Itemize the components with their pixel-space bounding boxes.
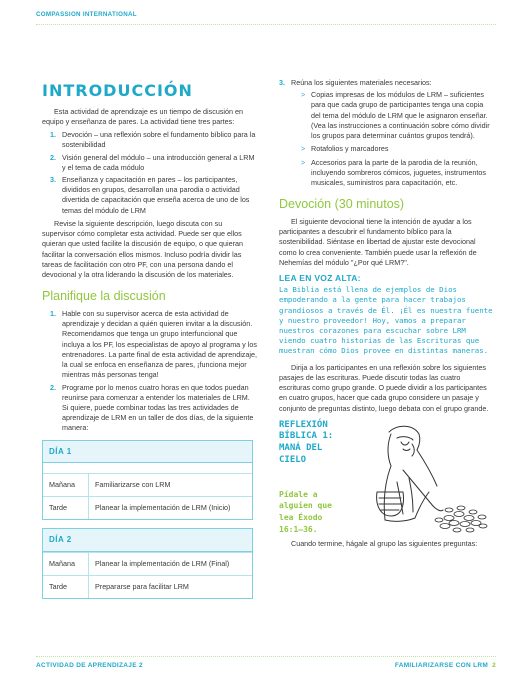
manna-gathering-illustration	[357, 422, 491, 538]
schedule-day-header: DÍA 1	[43, 441, 252, 463]
schedule-table-day-1	[42, 440, 253, 521]
schedule-day-header: DÍA 2	[43, 529, 252, 551]
schedule-time: Tarde	[43, 576, 89, 598]
intro-paragraph-2: Revise la siguiente descripción, luego discuta con su supervisor cómo completar esta actividad. Puede ser que ellos quieran que usted facilite la discusión de equipo, o que quieran facilitar la conversación ellos mismos. Incluso podría dividir las tareas de facilitación con otro PF, con una persona dando el devocional y la otra liderando la discusión de los materiales.	[42, 218, 243, 279]
bottom-dotted-divider	[36, 656, 496, 657]
intro-list-item: 2. Visión general del módulo – una introducción general a LRM y el tema de cada módulo	[50, 152, 255, 172]
footer-right	[395, 661, 496, 670]
materials-sublist	[301, 90, 493, 188]
chevron-right-icon: >	[301, 144, 306, 154]
footer-section: FAMILIARIZARSE CON LRM	[394, 662, 489, 669]
intro-list-item: 3. Enseñanza y capacitación en pares – los participantes, divididos en grupos, desarrollan una parodia o actividad divertida de capacitación que enseña acerca de uno de los temas del módulo de LRM	[50, 175, 250, 215]
page-number: 2	[492, 662, 496, 669]
reflection-block	[279, 420, 493, 538]
schedule-time: Mañana	[43, 553, 89, 575]
chevron-right-icon: >	[301, 90, 306, 100]
schedule-time: Tarde	[43, 497, 89, 519]
devotion-paragraph-1: El siguiente devocional tiene la intención de ayudar a los participantes a descubrir el fundamento bíblico para la sostenibilidad. Siéntase en libertad de ajustar este devocional como lo crea conveniente. También puede usar la reflexión de Nehemías del módulo "¿Por qué LRM?".	[279, 216, 477, 267]
intro-title: INTRODUCCIÓN	[42, 81, 193, 100]
schedule-activity: Planear la implementación de LRM (Final)	[95, 558, 230, 568]
reflection-reading-prompt: Pídale a alguien que lea Éxodo 16:1–36.	[279, 489, 332, 534]
schedule-activity: Prepararse para facilitar LRM	[95, 581, 189, 591]
materials-subitem: > Rotafolios y marcadores	[301, 144, 389, 154]
schedule-activity: Familiarizarse con LRM	[95, 479, 171, 489]
read-aloud-heading: LEA EN VOZ ALTA:	[279, 273, 361, 284]
plan-title: Planifique la discusión	[42, 289, 166, 304]
schedule-row	[43, 496, 252, 519]
devotion-paragraph-2: Dirija a los participantes en una reflexión sobre los siguientes pasajes de las escrituras. Puede discutir todas las cuatro escrituras como grupo grande. O puede dividir a los participantes en cuatro grupos, hacer que cada grupo considere un pasaje y conjunto de preguntas distinto, luego debata con el grupo grande.	[279, 362, 489, 413]
plan-list-item: 2. Programe por lo menos cuatro horas en que todos puedan reunirse para comenzar a entender los materiales de LRM. Si quiere, puede combinar todas las tres actividades de aprendizaje de LRM en un taller de dos días, de la siguiente manera:	[50, 382, 254, 433]
intro-list-item: 1. Devoción – una reflexión sobre el fundamento bíblico para la sostenibilidad	[50, 130, 256, 150]
reflection-followup: Cuando termine, hágale al grupo las siguientes preguntas:	[291, 538, 478, 548]
reflection-title: REFLEXIÓN BÍBLICA 1: MANÁ DEL CIELO	[279, 419, 334, 465]
materials-list-item: 3. Reúna los siguientes materiales necesarios: > Copias impresas de los módulos de LRM – suficientes para que cada grupo de participantes tenga una copia del tema del módulo de LRM que le asignaron enseñar. (Vea las instrucciones a continuación sobre cómo dividir los grupos para determinar cuántos grupos tendrá). > Rotafolios y marcadores > Accesorios para la parte de la parodia de la reunión, incluyendo sombreros cómicos, juguetes, instrumentos musicales, suministros para capacitación, etc.	[279, 78, 493, 188]
right-column	[279, 76, 493, 552]
left-column	[42, 80, 257, 599]
devotion-title: Devoción (30 minutos)	[279, 197, 405, 212]
plan-list-item: 1. Hable con su supervisor acerca de esta actividad de aprendizaje y decidan a quién quieren invitar a la discusión. Recomendamos que tenga un grupo interfuncional que incluya a los PF, los especialistas de apoyo al programa y los entrenadores. La parte final de esta actividad de aprendizaje, la cual se enfoca en enseñanza de pares, ¡funciona mejor mientras más personas tenga!	[50, 308, 257, 380]
schedule-row	[43, 473, 252, 496]
plan-list	[42, 309, 257, 434]
materials-list	[279, 78, 493, 188]
schedule-row	[43, 575, 252, 598]
materials-subitem: > Accesorios para la parte de la parodia de la reunión, incluyendo sombreros cómicos, juguetes, instrumentos musicales, suministros para capacitación, etc.	[301, 157, 486, 187]
top-dotted-divider	[36, 24, 496, 25]
footer-left: ACTIVIDAD DE APRENDIZAJE 2	[36, 662, 143, 669]
intro-paragraph-1: Esta actividad de aprendizaje es un tiempo de discusión en equipo y enseñanza de pares. La actividad tiene tres partes:	[42, 106, 243, 126]
chevron-right-icon: >	[301, 157, 306, 167]
brand-header: COMPASSION INTERNATIONAL	[36, 11, 137, 18]
intro-list	[42, 130, 257, 216]
schedule-time: Mañana	[43, 474, 89, 496]
materials-subitem: > Copias impresas de los módulos de LRM – suficientes para que cada grupo de participantes tenga una copia del tema del módulo de LRM que le asignaron enseñar. (Vea las instrucciones a continuación sobre cómo dividir los grupos para determinar cuántos grupos tendrá).	[301, 90, 490, 141]
read-aloud-text: La Biblia está llena de ejemplos de Dios empoderando a la gente para hacer trabajos grandiosos a través de Él. ¡Él es nuestra fuente y nuestro proveedor! Hoy, vamos a preparar nuestros corazones para escuchar sobre LRM viendo cuatro historias de las Escrituras que muestran cómo Dios provee en distintas maneras.	[279, 285, 493, 356]
schedule-row	[43, 552, 252, 575]
schedule-table-day-2	[42, 528, 253, 599]
schedule-activity: Planear la implementación de LRM (Inicio)	[95, 503, 231, 513]
